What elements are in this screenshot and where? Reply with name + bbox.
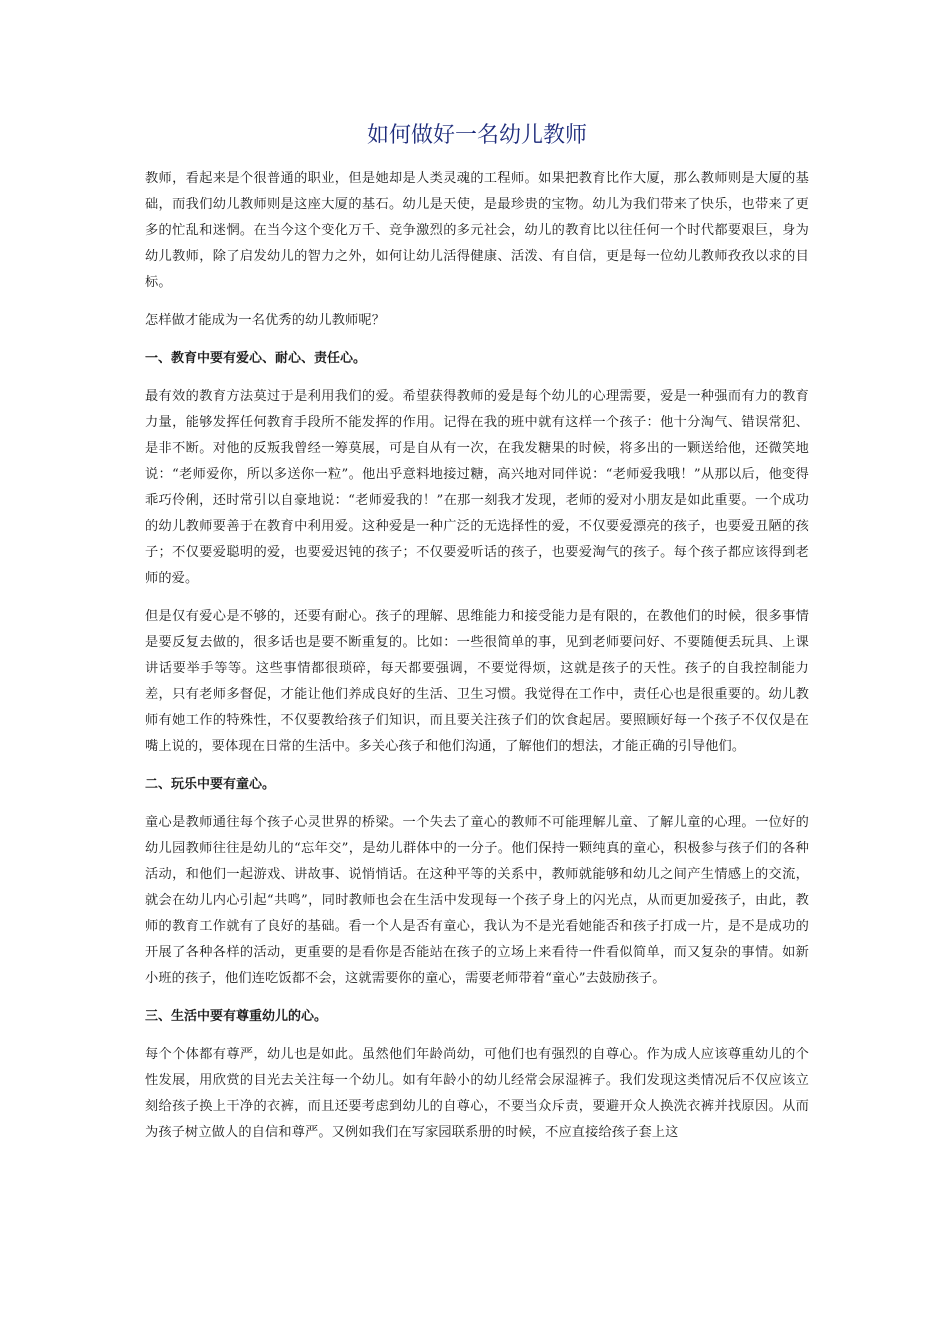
section-heading-love-patience: 一、教育中要有爱心、耐心、责任心。 (145, 351, 367, 366)
section-2-paragraph-1: 童心是教师通往每个孩子心灵世界的桥梁。一个失去了童心的教师不可能理解儿童、了解儿童的心理。一位好的幼儿园教师往往是幼儿的“忘年交”，是幼儿群体中的一分子。他们保持一颗纯真的童心，积极参与孩子们的各种活动，和他们一起游戏、讲故事、说悄悄话。在这种平等的关系中，教师就能够和幼儿之间产生情感上的交流，就会在幼儿内心引起“共鸣”，同时教师也会在生活中发现每一个孩子身上的闪光点，从而更加爱孩子，由此，教师的教育工作就有了良好的基础。看一个人是否有童心，我认为不是光看她能否和孩子打成一片，是不是成功的开展了各种各样的活动，更重要的是看你是否能站在孩子的立场上来看待一件看似简单，而又复杂的事情。如新小班的孩子，他们连吃饭都不会，这就需要你的童心，需要老师带着“童心”去鼓励孩子。 (145, 815, 809, 986)
intro-paragraph: 教师，看起来是个很普通的职业，但是她却是人类灵魂的工程师。如果把教育比作大厦，那么教师则是大厦的基础，而我们幼儿教师则是这座大厦的基石。幼儿是天使，是最珍贵的宝物。幼儿为我们带来了快乐，也带来了更多的忙乱和迷惘。在当今这个变化万千、竞争激烈的多元社会，幼儿的教育比以往任何一个时代都要艰巨，身为幼儿教师，除了启发幼儿的智力之外，如何让幼儿活得健康、活泼、有自信，更是每一位幼儿教师孜孜以求的目标。 (145, 171, 809, 290)
document-title: 如何做好一名幼儿教师 (366, 123, 587, 148)
section-3-paragraph-1: 每个个体都有尊严，幼儿也是如此。虽然他们年龄尚幼，可他们也有强烈的自尊心。作为成人应该尊重幼儿的个性发展，用欣赏的目光去关注每一个幼儿。如有年龄小的幼儿经常会尿湿裤子。我们发现这类情况后不仅应该立刻给孩子换上干净的衣裤，而且还要考虑到幼儿的自尊心，不要当众斥责，要避开众人换洗衣裤并找原因。从而为孩子树立做人的自信和尊严。又例如我们在写家园联系册的时候，不应直接给孩子套上这 (145, 1047, 809, 1140)
section-1-paragraph-1: 最有效的教育方法莫过于是利用我们的爱。希望获得教师的爱是每个幼儿的心理需要，爱是一种强而有力的教育力量，能够发挥任何教育手段所不能发挥的作用。记得在我的班中就有这样一个孩子：他十分淘气、错误常犯、是非不断。对他的反叛我曾经一筹莫展，可是自从有一次，在我发糖果的时候，将多出的一颗送给他，还微笑地说：“老师爱你，所以多送你一粒”。他出乎意料地接过糖，高兴地对同伴说：“老师爱我哦！”从那以后，他变得乖巧伶俐，还时常引以自豪地说：“老师爱我的！”在那一刻我才发现，老师的爱对小朋友是如此重要。一个成功的幼儿教师要善于在教育中利用爱。这种爱是一种广泛的无选择性的爱，不仅要爱漂亮的孩子，也要爱丑陋的孩子；不仅要爱聪明的爱，也要爱迟钝的孩子；不仅要爱听话的孩子，也要爱淘气的孩子。每个孩子都应该得到老师的爱。 (145, 389, 809, 586)
document-page (145, 120, 809, 1158)
section-heading-childlike-heart: 二、玩乐中要有童心。 (145, 777, 276, 792)
section-heading-respect: 三、生活中要有尊重幼儿的心。 (145, 1009, 328, 1024)
question-paragraph: 怎样做才能成为一名优秀的幼儿教师呢？ (145, 313, 386, 328)
section-1-paragraph-2: 但是仅有爱心是不够的，还要有耐心。孩子的理解、思维能力和接受能力是有限的，在教他们的时候，很多事情是要反复去做的，很多话也是要不断重复的。比如：一些很简单的事，见到老师要问好、不要随便丢玩具、上课讲话要举手等等。这些事情都很琐碎，每天都要强调，不要觉得烦，这就是孩子的天性。孩子的自我控制能力差，只有老师多督促，才能让他们养成良好的生活、卫生习惯。我觉得在工作中，责任心也是很重要的。幼儿教师有她工作的特殊性，不仅要教给孩子们知识，而且要关注孩子们的饮食起居。要照顾好每一个孩子不仅仅是在嘴上说的，要体现在日常的生活中。多关心孩子和他们沟通，了解他们的想法，才能正确的引导他们。 (145, 609, 809, 754)
